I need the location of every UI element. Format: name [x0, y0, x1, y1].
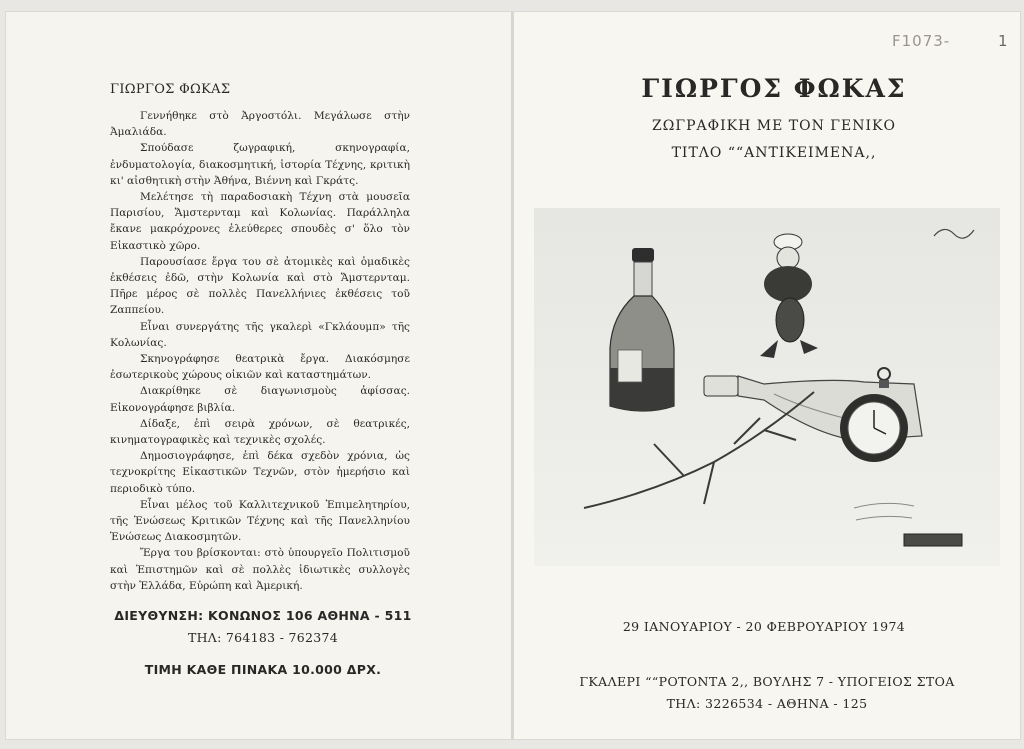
artist-address: ΔΙΕΥΘΥΝΣΗ: ΚΟΝΩΝΟΣ 106 ΑΘΗΝΑ - 511 — [114, 608, 412, 623]
biography-text — [110, 108, 410, 594]
bio-paragraph: Σκηνογράφησε θεατρικὰ ἔργα. Διακόσμησε ἐσωτερικοὺς χώρους οἰκιῶν καὶ καταστημάτων. — [110, 353, 410, 382]
left-page — [6, 12, 512, 739]
bio-title: ΓΙΩΡΓΟΣ ΦΩΚΑΣ — [110, 82, 231, 97]
bio-paragraph: Εἶναι μέλος τοῦ Καλλιτεχνικοῦ Ἐπιμελητηρίου, τῆς Ἑνώσεως Κριτικῶν Τέχνης καὶ τῆς Πανελληνίου Ἑνώσεως Διακοσμητῶν. — [110, 498, 410, 544]
painting-price: ΤΙΜΗ ΚΑΘΕ ΠΙΝΑΚΑ 10.000 ΔΡΧ. — [144, 662, 382, 677]
exhibition-subtitle-line2: ΤΙΤΛΟ ““ΑΝΤΙΚΕΙΜΕΝΑ,, — [671, 145, 877, 161]
bio-paragraph: Διακρίθηκε σὲ διαγωνισμοὺς ἀφίσσας. Εἰκονογράφησε βιβλία. — [110, 385, 410, 414]
artist-title: ΓΙΩΡΓΟΣ ΦΩΚΑΣ — [641, 74, 907, 103]
bio-paragraph: Μελέτησε τὴ παραδοσιακὴ Τέχνη στὰ μουσεῖα Παρισίου, Ἄμστερνταμ καὶ Κολωνίας. Παράλληλα ἔκανε μακρόχρονες ἐλεύθερες σπουδὲς σ' ὅλο τὸν Εἰκαστικὸ χῶρο. — [110, 191, 410, 252]
catalog-mark: F1073- — [892, 32, 951, 50]
artist-phone: ΤΗΛ: 764183 - 762374 — [187, 630, 339, 645]
bio-paragraph: Παρουσίασε ἔργα του σὲ ἀτομικὲς καὶ ὁμαδικὲς ἐκθέσεις ἐδῶ, στὴν Κολωνία καὶ στὸ Ἄμστερνταμ. Πῆρε μέρος σὲ πολλὲς Πανελλήνιες ἐκθέσεις τοῦ Ζαππείου. — [110, 255, 410, 317]
bio-paragraph: Εἶναι συνεργάτης τῆς γκαλερὶ «Γκλάουμπ» τῆς Κολωνίας. — [110, 320, 410, 349]
exhibition-dates: 29 ΙΑΝΟΥΑΡΙΟΥ - 20 ΦΕΒΡΟΥΑΡΙΟΥ 1974 — [622, 619, 906, 634]
bio-paragraph: Ἔργα του βρίσκονται: στὸ ὑπουργεῖο Πολιτισμοῦ καὶ Ἐπιστημῶν καὶ σὲ πολλὲς ἰδιωτικὲς συλλογὲς στὴν Ἑλλάδα, Εὐρώπη καὶ Ἀμερική. — [110, 547, 410, 592]
bio-paragraph: Σπούδασε ζωγραφική, σκηνογραφία, ἐνδυματολογία, διακοσμητική, ἱστορία Τέχνης, κριτικὴ κι' αἰσθητικὴ στὴν Ἀθήνα, Βιέννη καὶ Γκράτς. — [110, 142, 410, 187]
artwork-image — [534, 208, 1000, 566]
bio-paragraph: Γεννήθηκε στὸ Ἀργοστόλι. Μεγάλωσε στὴν Ἀμαλιάδα. — [110, 110, 410, 139]
catalog-number: 1 — [998, 32, 1008, 50]
gallery-phone: ΤΗΛ: 3226534 - ΑΘΗΝΑ - 125 — [666, 696, 868, 711]
bio-paragraph: Δίδαξε, ἐπὶ σειρὰ χρόνων, σὲ θεατρικές, κινηματογραφικὲς καὶ τεχνικὲς σχολές. — [110, 417, 410, 447]
exhibition-subtitle-line1: ΖΩΓΡΑΦΙΚΗ ΜΕ ΤΟΝ ΓΕΝΙΚΟ — [652, 118, 896, 134]
gallery-address: ΓΚΑΛΕΡΙ ““ΡΟΤΟΝΤΑ 2,, ΒΟΥΛΗΣ 7 - ΥΠΟΓΕΙΟΣ ΣΤΟΑ — [579, 674, 955, 689]
right-page — [514, 12, 1020, 739]
matchbox-icon — [904, 534, 962, 546]
bio-paragraph: Δημοσιογράφησε, ἐπὶ δέκα σχεδὸν χρόνια, ὡς τεχνοκρίτης Εἰκαστικῶν Τεχνῶν, στὸν ἡμερήσιο καὶ περιοδικὸ τύπο. — [110, 450, 410, 495]
still-life-drawing — [534, 208, 1000, 566]
